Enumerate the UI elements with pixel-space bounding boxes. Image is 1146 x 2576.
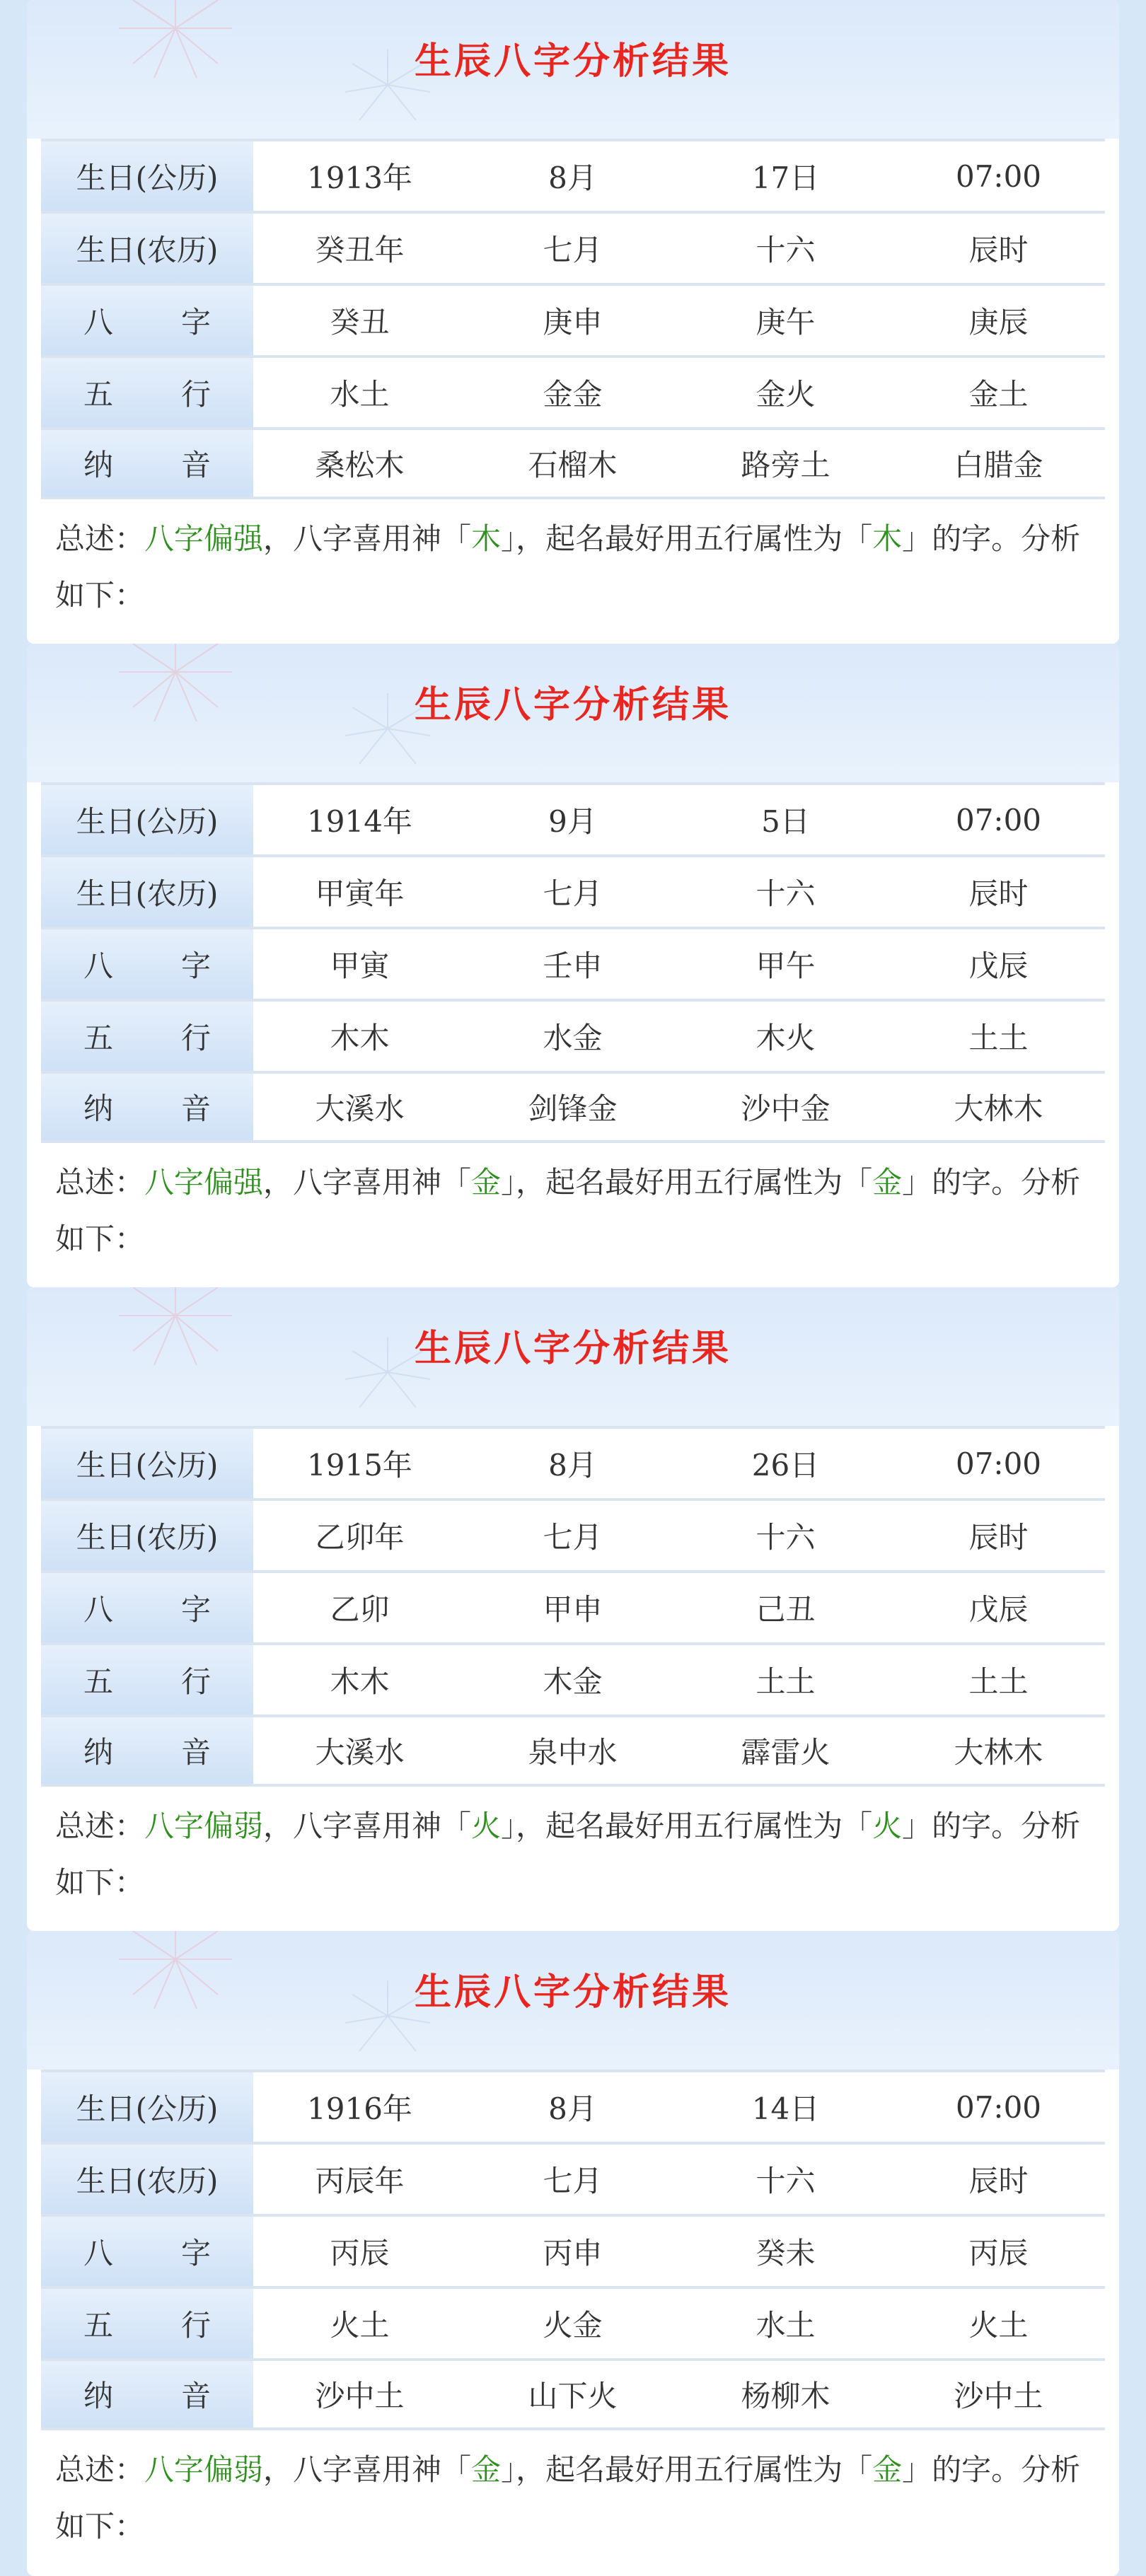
table-cell: 山下火	[466, 2361, 679, 2427]
table-cell: 七月	[466, 214, 679, 283]
table-row	[41, 1715, 1105, 1787]
naming-element: 金	[872, 1165, 903, 1200]
table-cell: 甲寅	[253, 929, 466, 999]
row-label: 生日(农历)	[41, 1501, 253, 1570]
table-cell: 七月	[466, 2145, 679, 2214]
row-label: 生日(农历)	[41, 2145, 253, 2214]
table-cell: 土土	[892, 1645, 1105, 1715]
summary-text	[55, 1798, 1102, 1911]
strength-verdict: 八字偏弱	[144, 1809, 264, 1843]
bazi-table	[41, 139, 1105, 499]
table-cell: 丙辰	[892, 2217, 1105, 2286]
summary-mid: ，八字喜用神「	[263, 1165, 472, 1200]
row-label: 五 行	[41, 358, 253, 427]
row-label: 纳 音	[41, 430, 253, 497]
table-row	[41, 355, 1105, 427]
naming-element: 金	[872, 2452, 903, 2487]
strength-verdict: 八字偏弱	[144, 2452, 264, 2487]
row-label: 生日(农历)	[41, 214, 253, 283]
table-cell: 壬申	[466, 929, 679, 999]
table-cell: 沙中金	[679, 1074, 892, 1140]
row-label: 纳 音	[41, 2361, 253, 2427]
table-cell: 泉中水	[466, 1717, 679, 1784]
table-cell: 火金	[466, 2289, 679, 2358]
table-cell: 大溪水	[253, 1074, 466, 1140]
table-cell: 水土	[679, 2289, 892, 2358]
table-cell: 甲寅年	[253, 857, 466, 927]
summary-mid: ，八字喜用神「	[263, 1809, 472, 1843]
table-row	[41, 283, 1105, 355]
row-label: 生日(公历)	[41, 141, 253, 211]
table-cell: 1915年	[253, 1429, 466, 1498]
table-cell: 七月	[466, 1501, 679, 1570]
table-cell: 07:00	[892, 141, 1105, 211]
summary-prefix: 总述：	[55, 1165, 145, 1200]
result-title: 生辰八字分析结果	[414, 1971, 731, 2014]
banner	[27, 644, 1119, 782]
bazi-table	[41, 2070, 1105, 2430]
table-cell: 8月	[466, 2072, 679, 2142]
row-label: 纳 音	[41, 1074, 253, 1140]
table-cell: 己丑	[679, 1573, 892, 1642]
table-cell: 金火	[679, 358, 892, 427]
table-cell: 木火	[679, 1002, 892, 1071]
result-card-body	[27, 1931, 1119, 2576]
table-row	[41, 999, 1105, 1071]
table-cell: 甲申	[466, 1573, 679, 1642]
summary-prefix: 总述：	[55, 521, 145, 556]
table-row	[41, 211, 1105, 283]
table-cell: 庚午	[679, 286, 892, 355]
naming-element: 火	[872, 1809, 903, 1843]
result-title: 生辰八字分析结果	[414, 40, 731, 83]
bazi-table	[41, 1426, 1105, 1787]
table-row	[41, 1642, 1105, 1715]
table-cell: 石榴木	[466, 430, 679, 497]
table-cell: 14日	[679, 2072, 892, 2142]
table-cell: 水金	[466, 1002, 679, 1071]
result-card-body	[27, 0, 1119, 644]
table-cell: 庚辰	[892, 286, 1105, 355]
summary-prefix: 总述：	[55, 1809, 145, 1843]
table-cell: 戊辰	[892, 929, 1105, 999]
table-cell: 17日	[679, 141, 892, 211]
favorable-element: 木	[471, 521, 502, 556]
bazi-table	[41, 782, 1105, 1143]
table-cell: 路旁土	[679, 430, 892, 497]
table-cell: 大林木	[892, 1074, 1105, 1140]
table-cell: 杨柳木	[679, 2361, 892, 2427]
summary-suffix: 」的字。分析如下：	[55, 521, 1081, 613]
table-cell: 木木	[253, 1645, 466, 1715]
summary-prefix: 总述：	[55, 2452, 145, 2487]
naming-element: 木	[872, 521, 903, 556]
row-label: 八 字	[41, 2217, 253, 2286]
row-label: 八 字	[41, 286, 253, 355]
row-label: 八 字	[41, 929, 253, 999]
table-cell: 07:00	[892, 785, 1105, 854]
table-row	[41, 2214, 1105, 2286]
row-label: 五 行	[41, 1002, 253, 1071]
table-row	[41, 427, 1105, 499]
table-cell: 07:00	[892, 2072, 1105, 2142]
row-label: 八 字	[41, 1573, 253, 1642]
summary-suffix: 」的字。分析如下：	[55, 1809, 1081, 1900]
table-cell: 金土	[892, 358, 1105, 427]
table-cell: 木金	[466, 1645, 679, 1715]
table-cell: 07:00	[892, 1429, 1105, 1498]
table-cell: 霹雷火	[679, 1717, 892, 1784]
summary-mid2: 」，起名最好用五行属性为「	[501, 1809, 873, 1843]
summary-suffix: 」的字。分析如下：	[55, 2452, 1081, 2543]
table-cell: 土土	[679, 1645, 892, 1715]
result-card	[0, 0, 1146, 644]
table-cell: 辰时	[892, 857, 1105, 927]
table-cell: 火土	[253, 2289, 466, 2358]
table-cell: 癸未	[679, 2217, 892, 2286]
table-row	[41, 927, 1105, 999]
table-cell: 大林木	[892, 1717, 1105, 1784]
banner	[27, 1287, 1119, 1426]
table-cell: 癸丑年	[253, 214, 466, 283]
table-cell: 1916年	[253, 2072, 466, 2142]
table-cell: 七月	[466, 857, 679, 927]
table-row	[41, 2142, 1105, 2214]
table-cell: 乙卯	[253, 1573, 466, 1642]
table-row	[41, 2286, 1105, 2358]
summary-mid2: 」，起名最好用五行属性为「	[501, 2452, 873, 2487]
table-cell: 戊辰	[892, 1573, 1105, 1642]
summary-mid: ，八字喜用神「	[263, 2452, 472, 2487]
table-cell: 剑锋金	[466, 1074, 679, 1140]
table-cell: 土土	[892, 1002, 1105, 1071]
table-row	[41, 1570, 1105, 1642]
row-label: 五 行	[41, 1645, 253, 1715]
table-cell: 乙卯年	[253, 1501, 466, 1570]
row-label: 生日(公历)	[41, 785, 253, 854]
result-card-body	[27, 644, 1119, 1287]
table-cell: 庚申	[466, 286, 679, 355]
result-title: 生辰八字分析结果	[414, 683, 731, 726]
table-cell: 甲午	[679, 929, 892, 999]
table-row	[41, 1071, 1105, 1143]
table-cell: 白腊金	[892, 430, 1105, 497]
table-cell: 8月	[466, 1429, 679, 1498]
table-cell: 大溪水	[253, 1717, 466, 1784]
summary-mid2: 」，起名最好用五行属性为「	[501, 521, 873, 556]
table-cell: 十六	[679, 214, 892, 283]
summary-text	[55, 2442, 1102, 2555]
summary-mid: ，八字喜用神「	[263, 521, 472, 556]
table-cell: 十六	[679, 1501, 892, 1570]
table-row	[41, 2070, 1105, 2142]
summary-text	[55, 1154, 1102, 1267]
table-cell: 丙申	[466, 2217, 679, 2286]
table-cell: 辰时	[892, 2145, 1105, 2214]
table-row	[41, 139, 1105, 211]
row-label: 生日(公历)	[41, 1429, 253, 1498]
table-row	[41, 782, 1105, 854]
favorable-element: 火	[471, 1809, 502, 1843]
table-row	[41, 1498, 1105, 1570]
summary-mid2: 」，起名最好用五行属性为「	[501, 1165, 873, 1200]
table-cell: 1913年	[253, 141, 466, 211]
strength-verdict: 八字偏强	[144, 521, 264, 556]
table-cell: 癸丑	[253, 286, 466, 355]
table-cell: 9月	[466, 785, 679, 854]
table-row	[41, 1426, 1105, 1498]
result-card	[0, 1287, 1146, 1931]
table-cell: 8月	[466, 141, 679, 211]
strength-verdict: 八字偏强	[144, 1165, 264, 1200]
result-card	[0, 1931, 1146, 2576]
row-label: 生日(公历)	[41, 2072, 253, 2142]
table-cell: 沙中土	[892, 2361, 1105, 2427]
result-title: 生辰八字分析结果	[414, 1327, 731, 1370]
table-cell: 丙辰年	[253, 2145, 466, 2214]
table-cell: 十六	[679, 2145, 892, 2214]
table-cell: 十六	[679, 857, 892, 927]
table-cell: 辰时	[892, 1501, 1105, 1570]
table-cell: 26日	[679, 1429, 892, 1498]
result-card-body	[27, 1287, 1119, 1931]
row-label: 纳 音	[41, 1717, 253, 1784]
favorable-element: 金	[471, 2452, 502, 2487]
result-card	[0, 644, 1146, 1287]
table-cell: 金金	[466, 358, 679, 427]
table-cell: 火土	[892, 2289, 1105, 2358]
row-label: 生日(农历)	[41, 857, 253, 927]
table-cell: 沙中土	[253, 2361, 466, 2427]
table-row	[41, 854, 1105, 927]
table-row	[41, 2358, 1105, 2430]
table-cell: 1914年	[253, 785, 466, 854]
table-cell: 5日	[679, 785, 892, 854]
row-label: 五 行	[41, 2289, 253, 2358]
table-cell: 桑松木	[253, 430, 466, 497]
table-cell: 木木	[253, 1002, 466, 1071]
summary-text	[55, 511, 1102, 624]
table-cell: 辰时	[892, 214, 1105, 283]
banner	[27, 1931, 1119, 2070]
favorable-element: 金	[471, 1165, 502, 1200]
table-cell: 水土	[253, 358, 466, 427]
table-cell: 丙辰	[253, 2217, 466, 2286]
banner	[27, 0, 1119, 139]
summary-suffix: 」的字。分析如下：	[55, 1165, 1081, 1256]
